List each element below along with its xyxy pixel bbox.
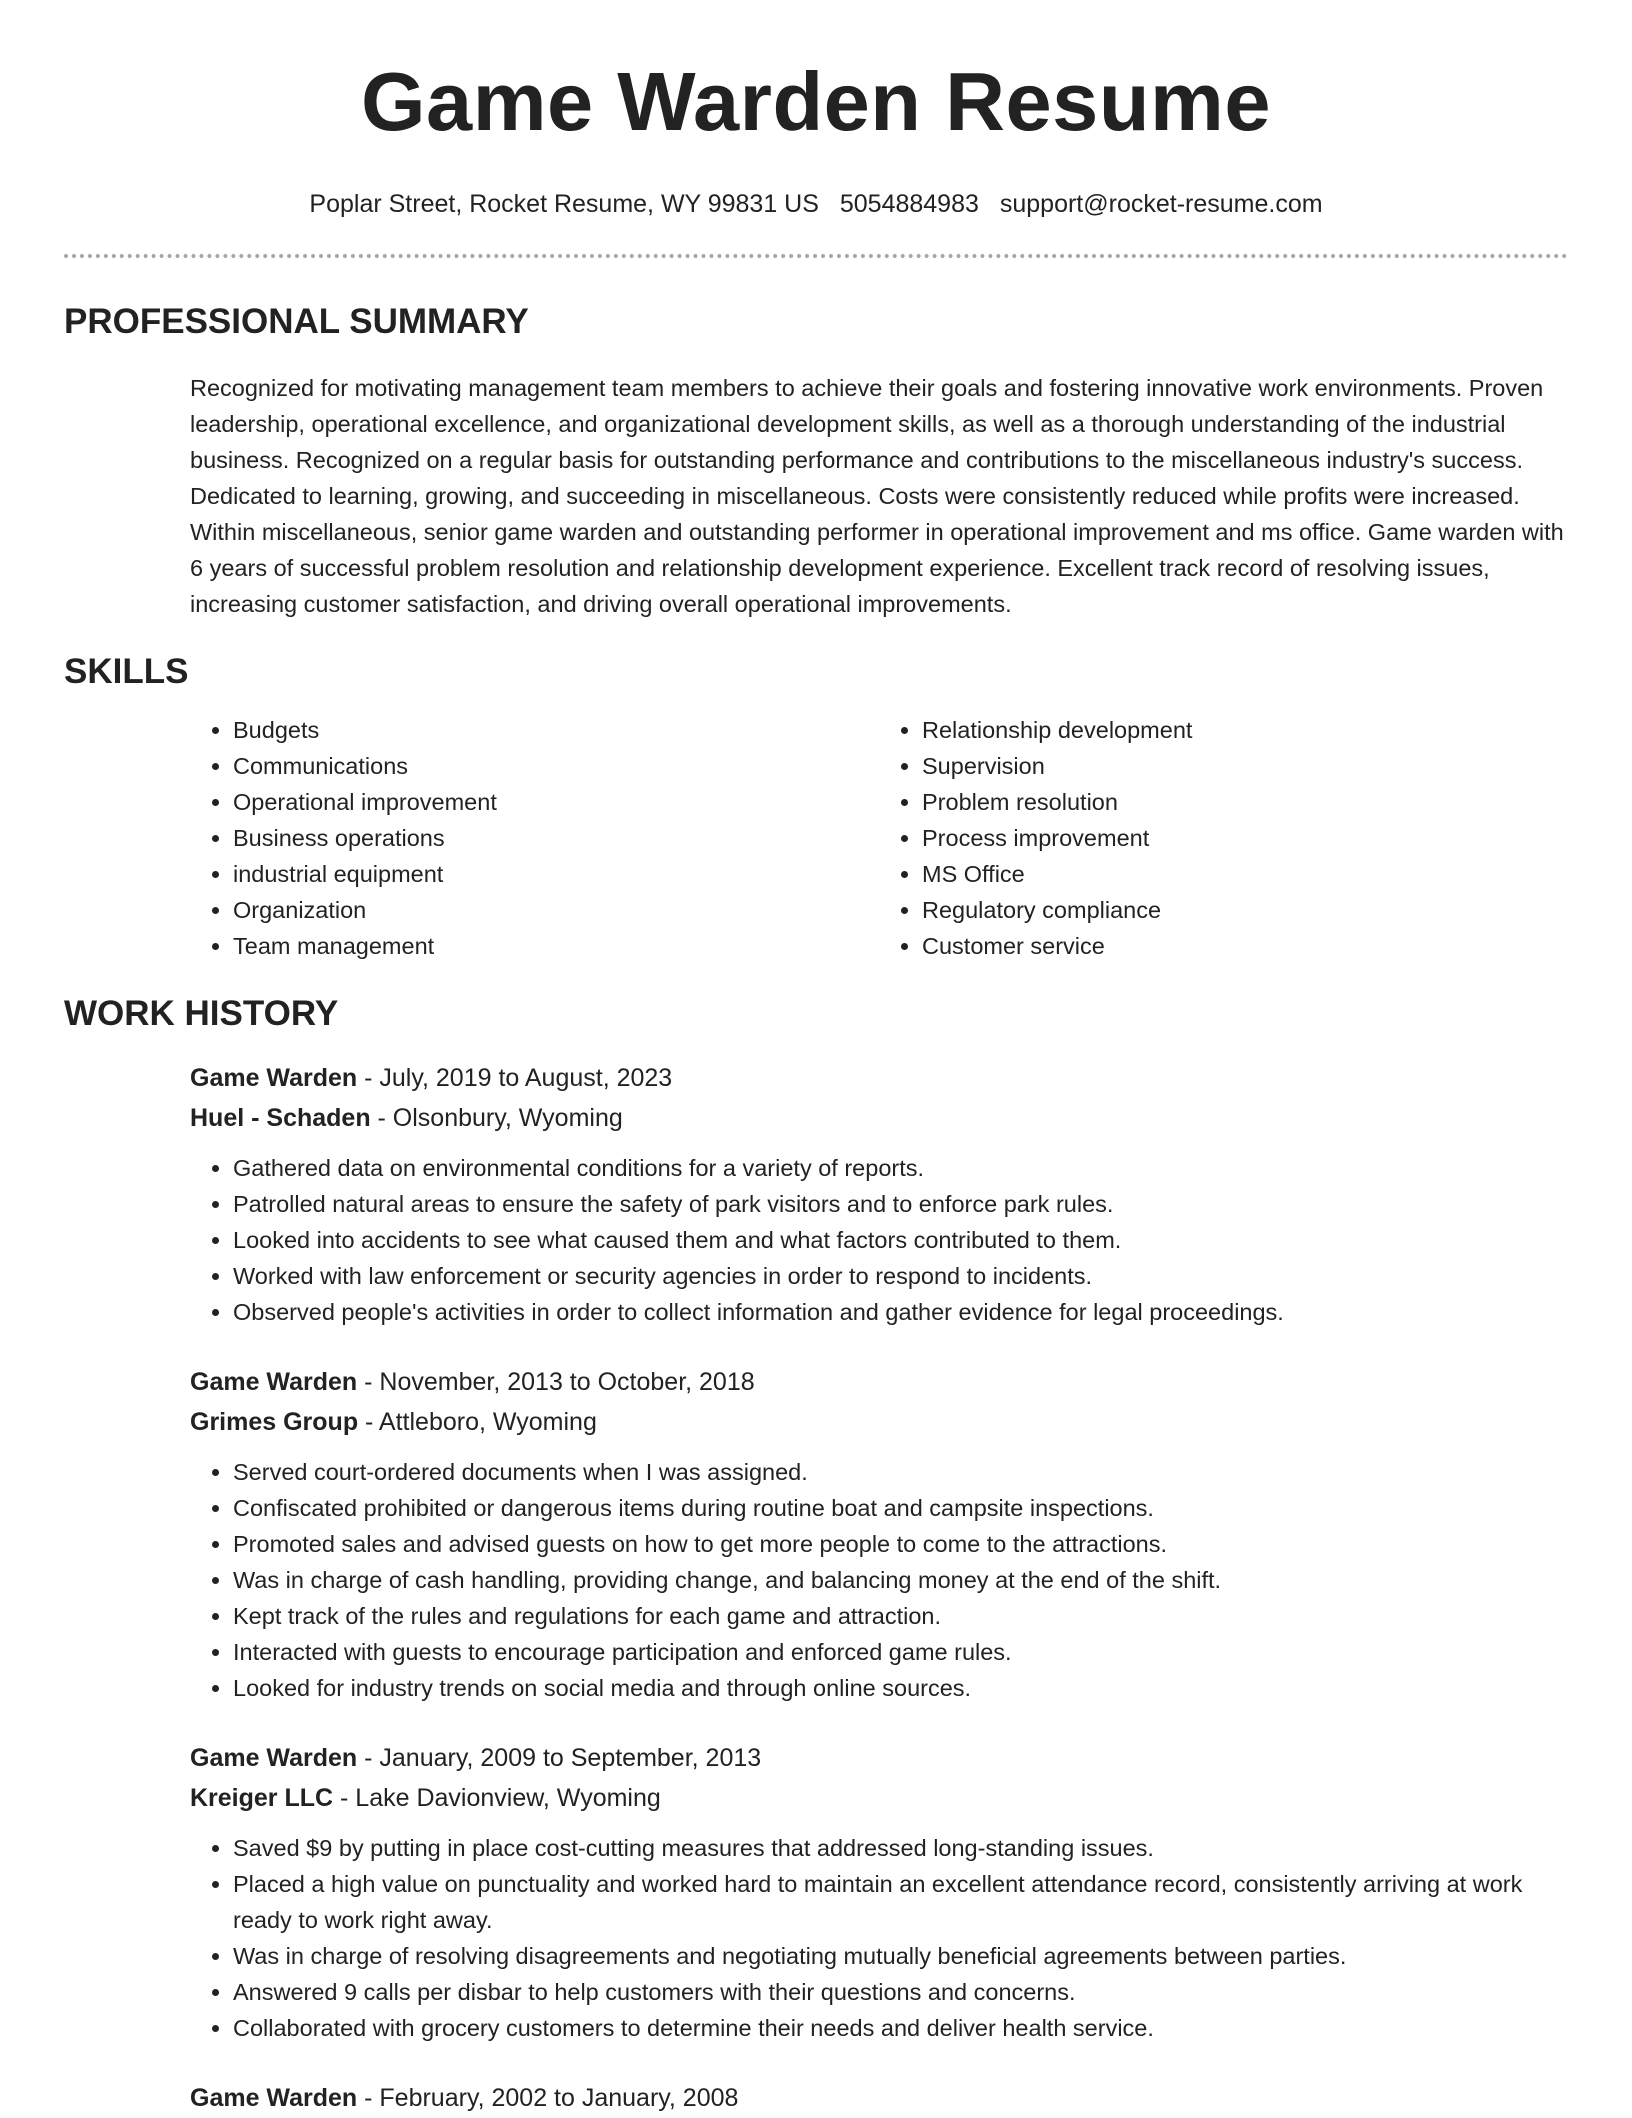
job-company-line — [190, 1402, 1568, 1442]
skill-item: • Team management — [233, 928, 879, 964]
job-company-line — [190, 1778, 1568, 1818]
summary-text: Recognized for motivating management team members to achieve their goals and fostering innovative work environments. Proven leadership, operational excellence, and organizational development skills, as well as a thorough understanding of the industrial business. Recognized on a regular basis for outstanding performance and contributions to the miscellaneous industry's success. Dedicated to learning, growing, and succeeding in miscellaneous. Costs were consistently reduced while profits were increased. Within miscellaneous, senior game warden and outstanding performer in operational improvement and ms office. Game warden with 6 years of successful problem resolution and relationship development experience. Excellent track record of resolving issues, increasing customer satisfaction, and driving overall operational improvements. — [190, 375, 1564, 617]
summary-heading: PROFESSIONAL SUMMARY — [64, 302, 529, 341]
job-bullet: • Observed people's activities in order to collect information and gather evidence for legal proceedings. — [233, 1294, 1568, 1330]
job-entry — [190, 1738, 1568, 2046]
job-bullet: • Was in charge of cash handling, providing change, and balancing money at the end of the shift. — [233, 1562, 1568, 1598]
contact-phone: 5054884983 — [839, 190, 979, 218]
job-role: Game Warden — [190, 2084, 358, 2112]
job-title-line — [190, 1362, 1568, 1402]
skill-item: • Supervision — [922, 748, 1568, 784]
job-role: Game Warden — [190, 1368, 358, 1396]
work-history-heading: WORK HISTORY — [64, 994, 339, 1033]
job-bullet: • Patrolled natural areas to ensure the safety of park visitors and to enforce park rules. — [233, 1186, 1568, 1222]
job-role: Game Warden — [190, 1064, 358, 1092]
skill-item: • Relationship development — [922, 712, 1568, 748]
job-company: Huel - Schaden — [190, 1104, 371, 1132]
job-location: - Attleboro, Wyoming — [358, 1408, 597, 1436]
job-bullet: • Worked with law enforcement or security agencies in order to respond to incidents. — [233, 1258, 1568, 1294]
skills-column-right — [879, 712, 1568, 964]
skill-item: • Process improvement — [922, 820, 1568, 856]
job-entry — [190, 1362, 1568, 1706]
job-bullet: • Saved $9 by putting in place cost-cutting measures that addressed long-standing issues. — [233, 1830, 1568, 1866]
job-bullets — [190, 1150, 1568, 1330]
contact-address: Poplar Street, Rocket Resume, WY 99831 US — [309, 190, 819, 218]
job-bullets — [190, 1830, 1568, 2046]
skill-item: • Operational improvement — [233, 784, 879, 820]
job-title-line — [190, 2078, 1568, 2118]
job-bullet: • Served court-ordered documents when I was assigned. — [233, 1454, 1568, 1490]
job-bullets — [190, 1454, 1568, 1706]
skill-item: • Budgets — [233, 712, 879, 748]
skill-item: • Communications — [233, 748, 879, 784]
job-bullet: • Looked into accidents to see what caused them and what factors contributed to them. — [233, 1222, 1568, 1258]
skill-item: • Problem resolution — [922, 784, 1568, 820]
job-bullet: • Was in charge of resolving disagreements and negotiating mutually beneficial agreements between parties. — [233, 1938, 1568, 1974]
contact-email: support@rocket-resume.com — [999, 190, 1323, 218]
skill-item: • Organization — [233, 892, 879, 928]
job-bullet: • Confiscated prohibited or dangerous items during routine boat and campsite inspections. — [233, 1490, 1568, 1526]
job-title-line — [190, 1738, 1568, 1778]
job-location: - Lake Davionview, Wyoming — [333, 1784, 661, 1812]
job-title-line — [190, 1058, 1568, 1098]
skills-list — [190, 712, 1568, 964]
job-entry — [190, 1058, 1568, 1330]
job-bullet: • Promoted sales and advised guests on how to get more people to come to the attractions. — [233, 1526, 1568, 1562]
job-company-line — [190, 1098, 1568, 1138]
job-bullet: • Collaborated with grocery customers to determine their needs and deliver health service. — [233, 2010, 1568, 2046]
job-location: - Olsonbury, Wyoming — [370, 1104, 623, 1132]
job-bullet: • Kept track of the rules and regulations for each game and attraction. — [233, 1598, 1568, 1634]
job-dates: - February, 2002 to January, 2008 — [357, 2084, 739, 2112]
skill-item: • Regulatory compliance — [922, 892, 1568, 928]
job-dates: - January, 2009 to September, 2013 — [357, 1744, 762, 1772]
job-dates: - November, 2013 to October, 2018 — [357, 1368, 755, 1396]
skill-item: • industrial equipment — [233, 856, 879, 892]
skill-item: • MS Office — [922, 856, 1568, 892]
job-entry — [190, 2078, 1568, 2118]
job-bullet: • Gathered data on environmental conditions for a variety of reports. — [233, 1150, 1568, 1186]
resume-title: Game Warden Resume — [360, 55, 1271, 148]
skills-column-left — [190, 712, 879, 964]
job-company: Grimes Group — [190, 1408, 359, 1436]
job-dates: - July, 2019 to August, 2023 — [357, 1064, 673, 1092]
work-history-list — [0, 1058, 1632, 2118]
job-bullet: • Looked for industry trends on social media and through online sources. — [233, 1670, 1568, 1706]
job-bullet: • Answered 9 calls per disbar to help customers with their questions and concerns. — [233, 1974, 1568, 2010]
contact-line — [0, 188, 1632, 220]
job-company: Kreiger LLC — [190, 1784, 334, 1812]
skill-item: • Business operations — [233, 820, 879, 856]
job-bullet: • Placed a high value on punctuality and worked hard to maintain an excellent attendance record, consistently arriving at work ready to work right away. — [233, 1866, 1568, 1938]
header-divider — [64, 254, 1568, 258]
job-role: Game Warden — [190, 1744, 358, 1772]
skills-heading: SKILLS — [64, 652, 189, 691]
job-bullet: • Interacted with guests to encourage participation and enforced game rules. — [233, 1634, 1568, 1670]
resume-header — [0, 0, 1632, 220]
skill-item: • Customer service — [922, 928, 1568, 964]
